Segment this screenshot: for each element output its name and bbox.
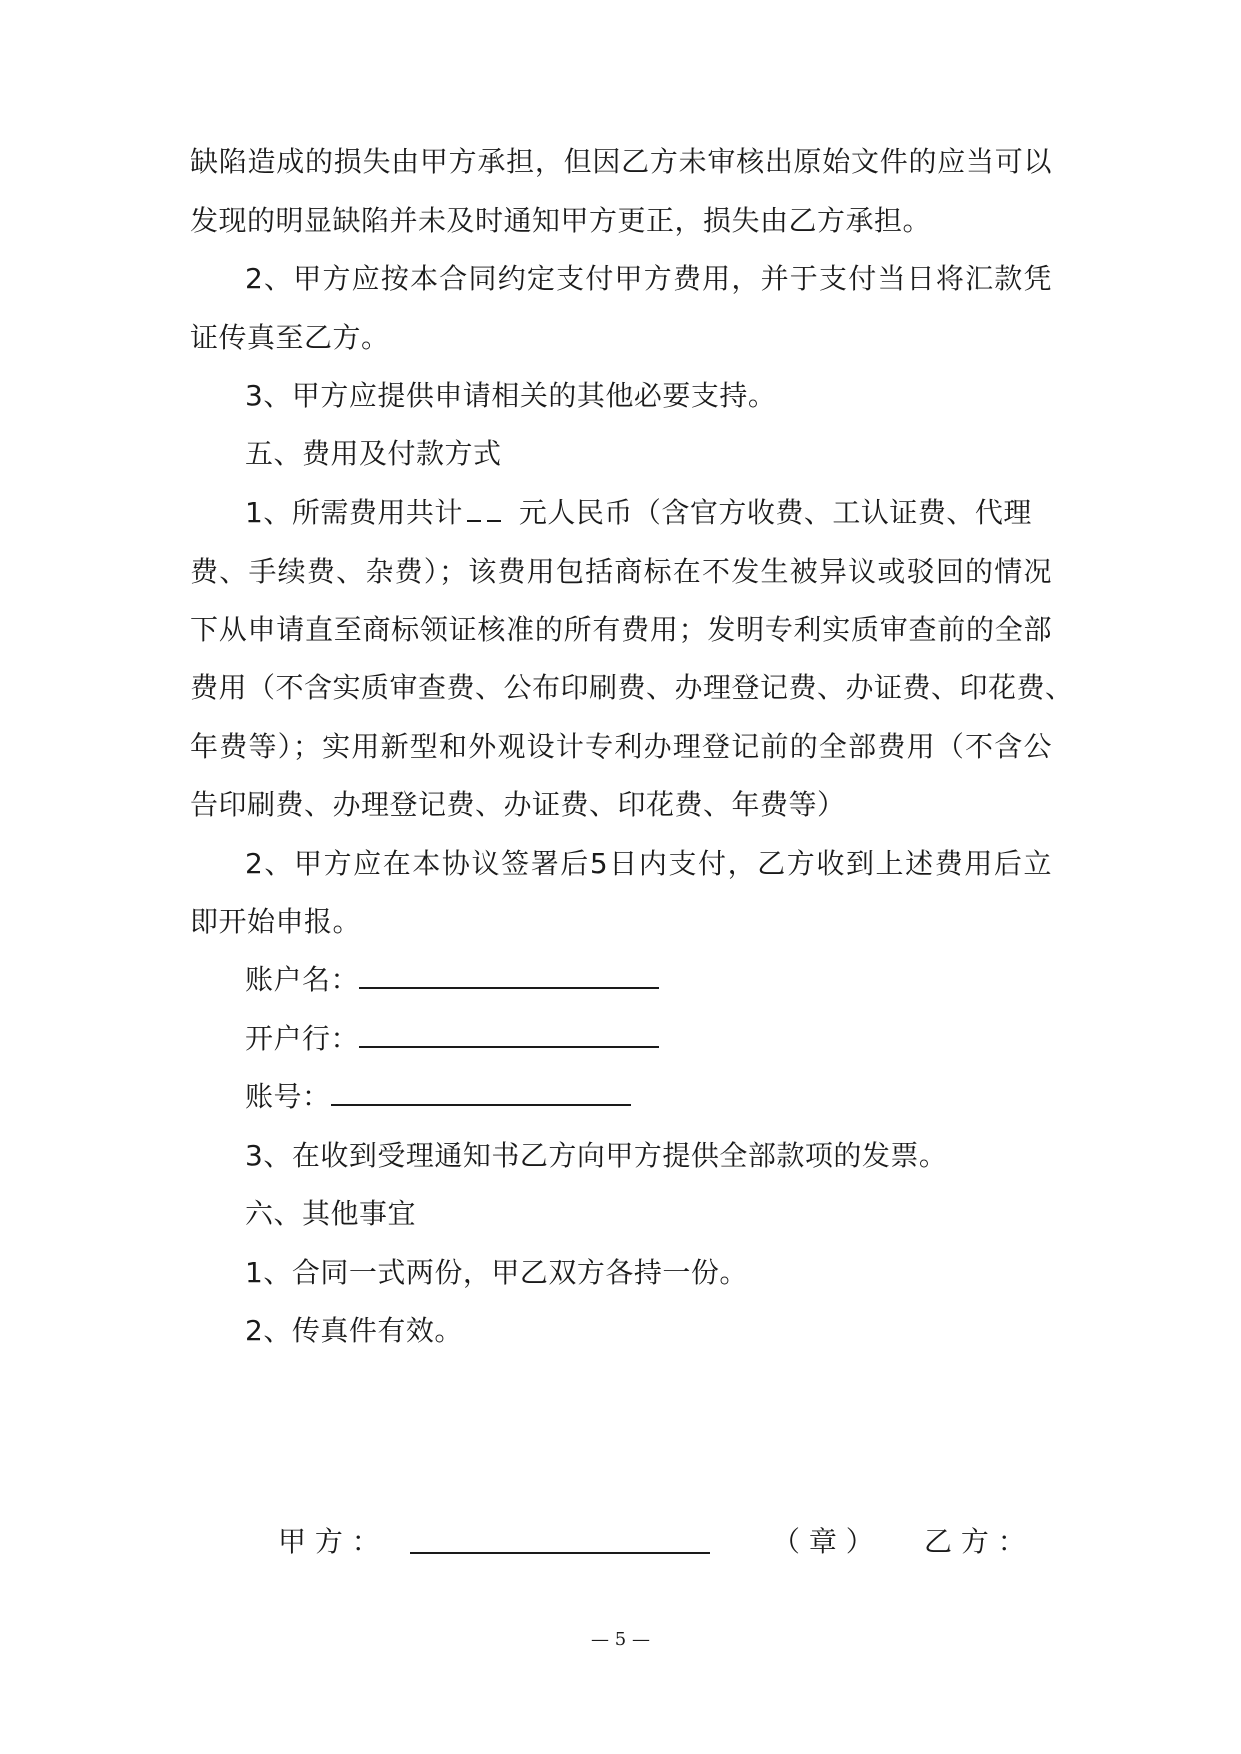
paragraph-line: 3、在收到受理通知书乙方向甲方提供全部款项的发票。 [245,1139,948,1172]
paragraph-line: 费用（不含实质审查费、公布印刷费、办理登记费、办证费、印花费、 [190,671,1074,704]
paragraph-line: 下从申请直至商标领证核准的所有费用；发明专利实质审查前的全部 [190,613,1052,646]
paragraph-line: 2、甲方应在本协议签署后5日内支付，乙方收到上述费用后立 [245,847,1052,880]
paragraph-line: 费、手续费、杂费）；该费用包括商标在不发生被异议或驳回的情况 [190,555,1052,588]
paragraph-line [245,493,1107,533]
paragraph-line: 告印刷费、办理登记费、办证费、印花费、年费等） [190,788,846,821]
paragraph-line: 即开始申报。 [190,905,362,938]
paragraph-line: 发现的明显缺陷并未及时通知甲方更正，损失由乙方承担。 [190,204,932,237]
bank-blank [359,1024,659,1048]
section-heading: 六、其他事宜 [245,1197,417,1230]
party-a-blank [410,1530,710,1554]
amount-blank [467,498,481,522]
account-number-row [245,1077,1107,1117]
party-a-label: 甲 方 ： [278,1525,380,1558]
account-name-label: 账户名： [245,963,360,996]
paragraph-line: 1、合同一式两份，甲乙双方各持一份。 [245,1256,748,1289]
paragraph-line: 2、传真件有效。 [245,1314,463,1347]
account-number-label: 账号： [245,1080,331,1113]
signature-line [278,1522,1058,1562]
page-number: — 5 — [591,1629,650,1650]
paragraph-line: 年费等）；实用新型和外观设计专利办理登记前的全部费用（不含公 [190,730,1052,763]
text-fragment: 元人民币（含官方收费、工认证费、代理 [518,496,1032,529]
bank-row [245,1019,1107,1059]
bank-label: 开户行： [245,1022,360,1055]
paragraph-line: 缺陷造成的损失由甲方承担，但因乙方未审核出原始文件的应当可以 [190,145,1052,178]
party-b-label: 乙 方 ： [924,1525,1026,1558]
account-name-row [245,960,1107,1000]
amount-blank [487,498,501,522]
paragraph-line: 证传真至乙方。 [190,321,390,354]
paragraph-line: 3、甲方应提供申请相关的其他必要支持。 [245,379,777,412]
text-fragment: 1、所需费用共计 [245,496,463,529]
section-heading: 五、费用及付款方式 [245,437,502,470]
seal-label: （ 章 ） [772,1525,874,1558]
account-number-blank [331,1082,631,1106]
paragraph-line: 2、甲方应按本合同约定支付甲方费用，并于支付当日将汇款凭 [245,262,1052,295]
account-name-blank [359,965,659,989]
